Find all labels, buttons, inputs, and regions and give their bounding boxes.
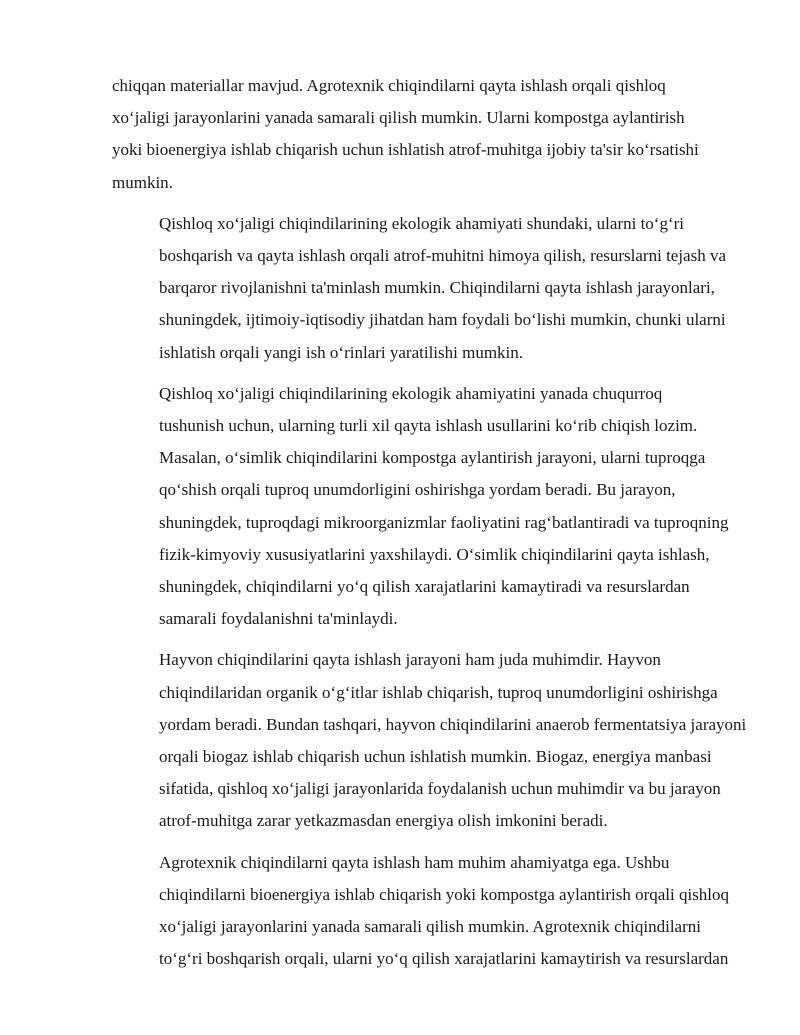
- text-line: sifatida, qishloq xo‘jaligi jarayonlarida foydalanish uchun muhimdir va bu jarayon: [159, 779, 721, 799]
- text-line: chiqqan materiallar mavjud. Agrotexnik chiqindilarni qayta ishlash orqali qishloq: [112, 76, 666, 95]
- text-line: xo‘jaligi jarayonlarini yanada samarali qilish mumkin. Agrotexnik chiqindilarni: [159, 917, 701, 937]
- text-line: ishlatish orqali yangi ish o‘rinlari yaratilishi mumkin.: [159, 342, 524, 362]
- paragraph-5: [112, 847, 744, 976]
- text-line: chiqindilarni bioenergiya ishlab chiqarish yoki kompostga aylantirish orqali qishloq: [159, 884, 730, 904]
- text-line: tushunish uchun, ularning turli xil qayta ishlash usullarini ko‘rib chiqish lozim.: [159, 416, 698, 436]
- text-line: boshqarish va qayta ishlash orqali atrof-muhitni himoya qilish, resurslarni tejash va: [159, 246, 727, 266]
- text-line: Hayvon chiqindilarini qayta ishlash jarayoni ham juda muhimdir. Hayvon: [159, 650, 661, 670]
- text-line: barqaror rivojlanishni ta'minlash mumkin. Chiqindilarni qayta ishlash jarayonlari,: [159, 278, 715, 298]
- text-line: yordam beradi. Bundan tashqari, hayvon chiqindilarini anaerob fermentatsiya jarayoni: [159, 714, 747, 734]
- text-line: yoki bioenergiya ishlab chiqarish uchun ishlatish atrof-muhitga ijobiy ta'sir ko‘rsatishi: [112, 140, 699, 160]
- text-line: Masalan, o‘simlik chiqindilarini kompostga aylantirish jarayoni, ularni tuproqga: [159, 448, 706, 468]
- text-line: shuningdek, chiqindilarni yo‘q qilish xarajatlarini kamaytiradi va resurslardan: [159, 577, 690, 597]
- text-line: Qishloq xo‘jaligi chiqindilarining ekologik ahamiyatini yanada chuqurroq: [159, 383, 663, 403]
- text-line: fizik-kimyoviy xususiyatlarini yaxshilaydi. O‘simlik chiqindilarini qayta ishlash,: [159, 544, 710, 564]
- text-line: atrof-muhitga zarar yetkazmasdan energiya olish imkonini beradi.: [159, 811, 608, 831]
- paragraph-3: [112, 378, 744, 636]
- text-line: orqali biogaz ishlab chiqarish uchun ishlatish mumkin. Biogaz, energiya manbasi: [159, 747, 712, 767]
- text-line: Qishloq xo‘jaligi chiqindilarining ekologik ahamiyati shundaki, ularni to‘g‘ri: [159, 213, 685, 233]
- text-line: Agrotexnik chiqindilarni qayta ishlash ham muhim ahamiyatga ega. Ushbu: [159, 852, 670, 872]
- text-line: to‘g‘ri boshqarish orqali, ularni yo‘q qilish xarajatlarini kamaytirish va resurslardan: [159, 949, 729, 969]
- text-line: shuningdek, tuproqdagi mikroorganizmlar faoliyatini rag‘batlantiradi va tuproqning: [159, 512, 729, 532]
- paragraph-1: [112, 70, 744, 199]
- text-line: chiqindilaridan organik o‘g‘itlar ishlab chiqarish, tuproq unumdorligini oshirishga: [159, 682, 718, 702]
- text-line: qo‘shish orqali tuproq unumdorligini oshirishga yordam beradi. Bu jarayon,: [159, 480, 676, 500]
- text-line: mumkin.: [112, 172, 173, 192]
- paragraph-2: [112, 208, 744, 369]
- text-line: samarali foydalanishni ta'minlaydi.: [159, 609, 398, 629]
- text-line: shuningdek, ijtimoiy-iqtisodiy jihatdan ham foydali bo‘lishi mumkin, chunki ularni: [159, 310, 726, 330]
- text-line: xo‘jaligi jarayonlarini yanada samarali qilish mumkin. Ularni kompostga aylantirish: [112, 108, 685, 128]
- paragraph-4: [112, 644, 747, 837]
